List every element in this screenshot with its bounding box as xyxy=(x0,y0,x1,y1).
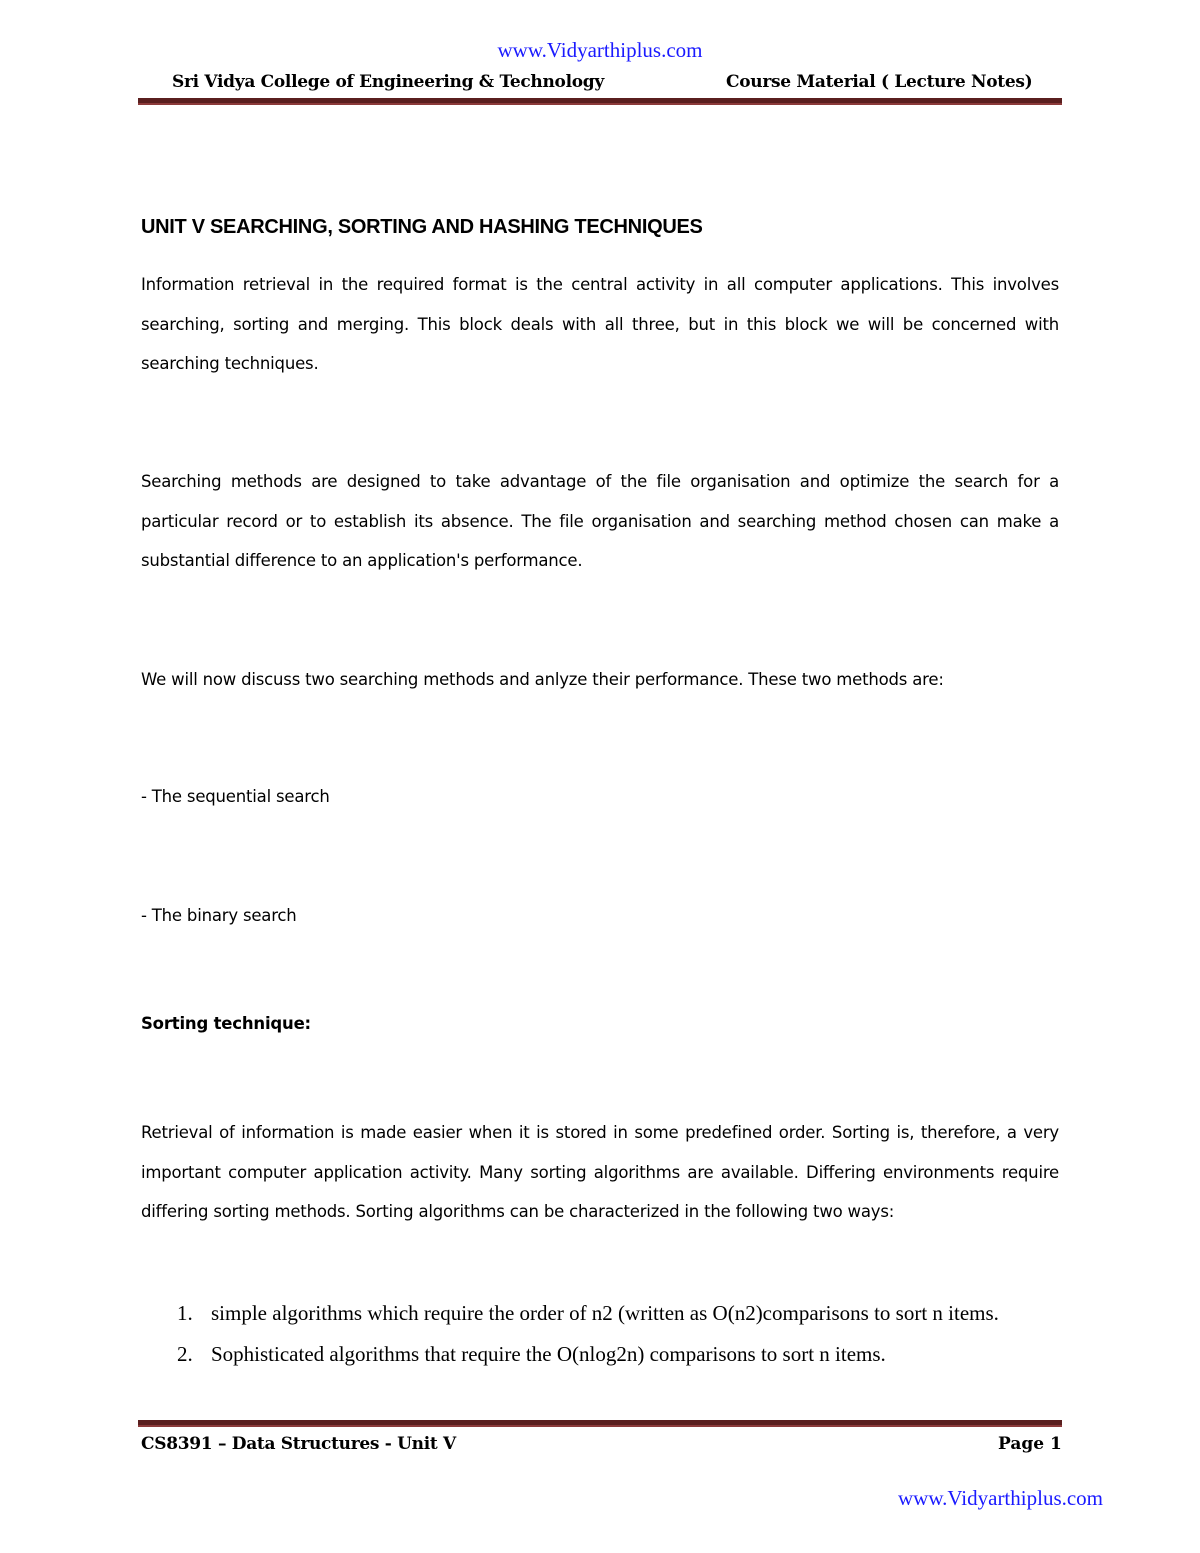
list-item xyxy=(141,1293,1059,1334)
footer-url-link[interactable]: www.Vidyarthiplus.com xyxy=(898,1486,1104,1510)
list-item-text: simple algorithms which require the order of n2 (written as O(n2)comparisons to sort n items. xyxy=(211,1301,999,1325)
footer-course-label: CS8391 – Data Structures - Unit V xyxy=(141,1434,456,1454)
sorting-paragraph: Retrieval of information is made easier when it is stored in some predefined order. Sorting is, therefore, a very important computer application activity. Many sorting algorithms are available. Differing environments require differing sorting methods. Sorting algorithms can be characterized in the following two ways: xyxy=(141,1123,1059,1221)
binary-search-item: - The binary search xyxy=(141,906,297,925)
list-item-number: 1. xyxy=(177,1301,193,1325)
unit-title: UNIT V SEARCHING, SORTING AND HASHING TECHNIQUES xyxy=(141,216,703,238)
footer-divider xyxy=(138,1420,1062,1427)
list-item xyxy=(141,1334,1059,1375)
header-college-name: Sri Vidya College of Engineering & Technology xyxy=(172,72,604,92)
list-item-number: 2. xyxy=(177,1341,193,1366)
header-url-link[interactable]: www.Vidyarthiplus.com xyxy=(497,38,703,62)
intro-paragraph: Information retrieval in the required format is the central activity in all computer applications. This involves searching, sorting and merging. This block deals with all three, but in this block we will be concerned with searching techniques. xyxy=(141,275,1059,373)
page-number: Page 1 xyxy=(998,1434,1062,1454)
sorting-algorithms-list xyxy=(141,1293,1059,1374)
sorting-technique-heading: Sorting technique: xyxy=(141,1014,311,1033)
header-divider xyxy=(138,98,1062,105)
list-item-text: Sophisticated algorithms that require the O(nlog2n) comparisons to sort n items. xyxy=(211,1341,886,1366)
sequential-search-item: - The sequential search xyxy=(141,787,330,806)
two-methods-paragraph: We will now discuss two searching methods and anlyze their performance. These two methods are: xyxy=(141,670,944,689)
header-course-material: Course Material ( Lecture Notes) xyxy=(726,72,1033,92)
searching-methods-paragraph: Searching methods are designed to take advantage of the file organisation and optimize the search for a particular record or to establish its absence. The file organisation and searching method chosen can make a substantial difference to an application's performance. xyxy=(141,472,1059,570)
